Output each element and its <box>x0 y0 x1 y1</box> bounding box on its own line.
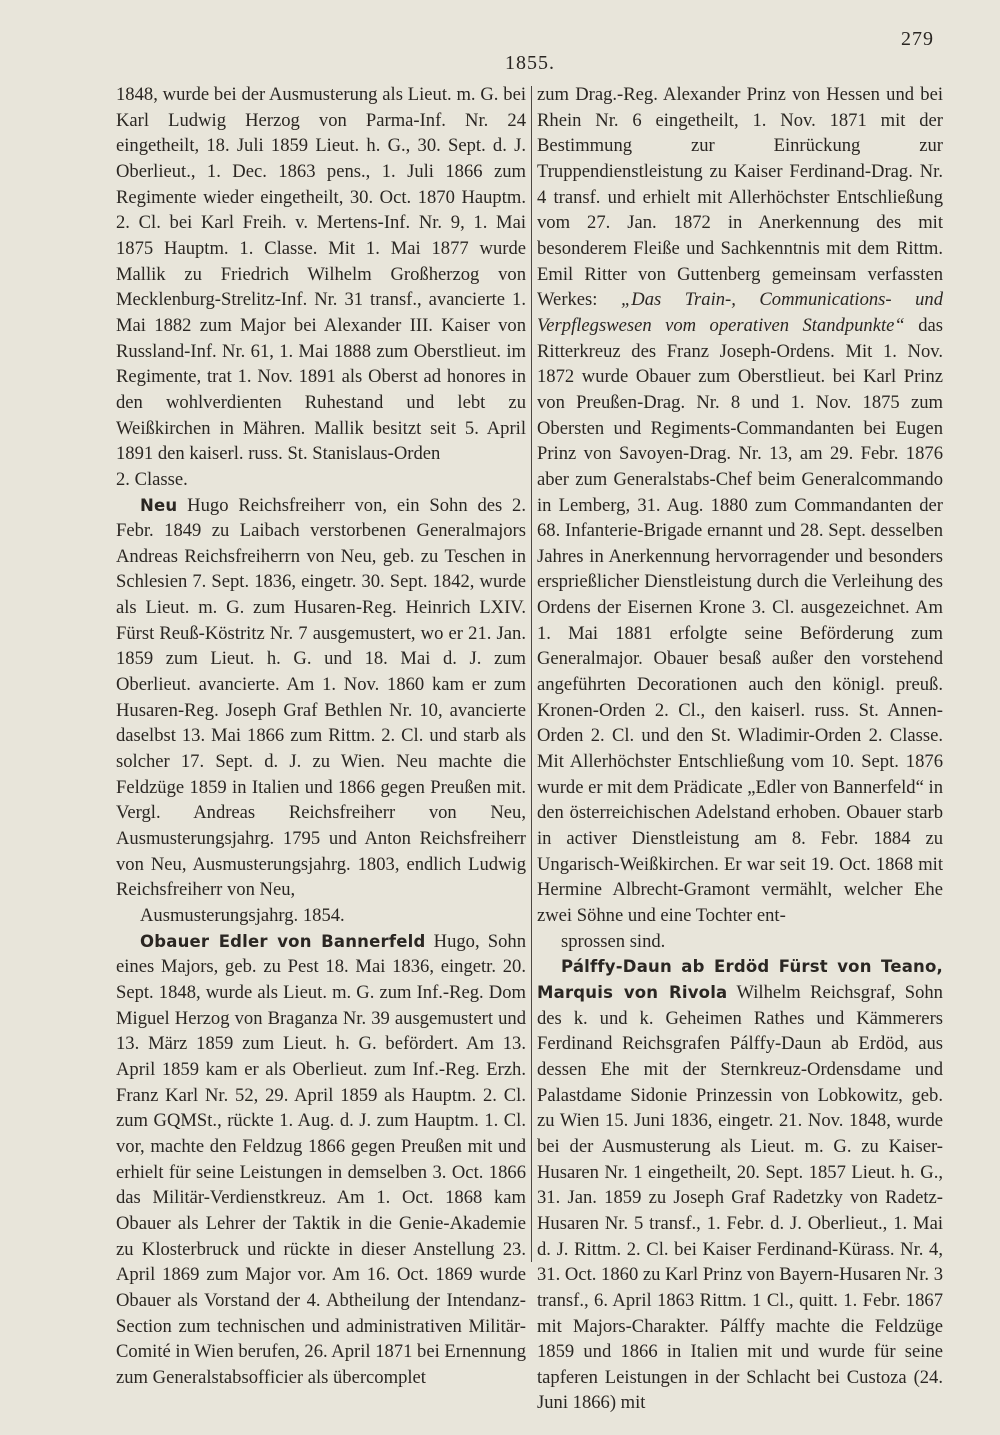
mallik-entry-continuation <box>116 82 526 493</box>
neu-entry-name: Neu <box>140 495 178 515</box>
obauer-entry <box>116 929 526 1391</box>
mallik-text: 1848, wurde bei der Ausmusterung als Lieut. m. G. bei Karl Ludwig Herzog von Parma-Inf. Nr. 24 eingetheilt, 18. Juli 1859 Lieut. h. G., 30. Sept. d. J. Oberlieut., 1. Dec. 1863 pens., 1. Juli 1866 zum Regimente wieder eingetheilt, 30. Oct. 1870 Hauptm. 2. Cl. bei Karl Freih. v. Mertens-Inf. Nr. 9, 1. Mai 1875 Hauptm. 1. Classe. Mit 1. Mai 1877 wurde Mallik zu Friedrich Wilhelm Großherzog von Mecklenburg-Strelitz-Inf. Nr. 31 transf., avancierte 1. Mai 1882 zum Major bei Alexander III. Kaiser von Russland-Inf. Nr. 61, 1. Mai 1888 zum Oberstlieut. im Regimente, trat 1. Nov. 1891 als Oberst ad honores in den wohlverdienten Ruhestand und lebt zu Weißkirchen in Mähren. Mallik besitzt seit 5. April 1891 den kaiserl. russ. St. Stanislaus-Orden <box>116 84 526 465</box>
obauer-work-title: „Das Train-, Communications- und Verpflegswesen vom operativen Standpunkte“ <box>537 289 943 336</box>
neu-entry-tail: Ausmusterungsjahrg. 1854. <box>140 905 345 926</box>
obauer-continuation-text-b: das Ritterkreuz des Franz Joseph-Ordens. Mit 1. Nov. 1872 wurde Obauer zum Oberstlieut. bei Karl Prinz von Preußen-Drag. Nr. 8 und 1. Nov. 1875 zum Obersten und Regiments-Commandanten bei Eugen Prinz von Savoyen-Drag. Nr. 13, am 29. Febr. 1876 aber zum Generalstabs-Chef beim Generalcommando in Lemberg, 31. Aug. 1880 zum Commandanten der 68. Infanterie-Brigade ernannt und 28. Sept. desselben Jahres in Anerkennung hervorragender und besonders ersprießlicher Dienstleistung durch die Verleihung des Ordens der Eisernen Krone 3. Cl. ausgezeichnet. Am 1. Mai 1881 erfolgte seine Beförderung zum Generalmajor. Obauer besaß außer den vorstehend angeführten Decorationen auch den königl. preuß. Kronen-Orden 2. Cl., den kaiserl. russ. St. Annen-Orden 2. Cl. und den St. Wladimir-Orden 2. Classe. Mit Allerhöchster Entschließung vom 10. Sept. 1876 wurde er mit dem Prädicate „Edler von Bannerfeld“ in den österreichischen Adelstand erhoben. Obauer starb in activer Dienstleistung am 8. Febr. 1884 zu Ungarisch-Weißkirchen. Er war seit 19. Oct. 1868 mit Hermine Albrecht-Gramont vermählt, welcher Ehe zwei Söhne und eine Tochter ent- <box>537 314 943 926</box>
obauer-continuation-tail: sprossen sind. <box>561 930 666 952</box>
palffy-entry-text: Wilhelm Reichsgraf, Sohn des k. und k. Geheimen Rathes und Kämmerers Ferdinand Reichsgrafen Pálffy-Daun ab Erdöd, aus dessen Ehe mit der Sternkreuz-Ordensdame und Palastdame Sidonie Prinzessin von Lobkowitz, geb. zu Wien 15. Juni 1836, eingetr. 21. Nov. 1848, wurde bei der Ausmusterung als Lieut. m. G. zu Kaiser-Husaren Nr. 1 eingetheilt, 20. Sept. 1857 Lieut. h. G., 31. Jan. 1859 zu Joseph Graf Radetzky von Radetz-Husaren Nr. 5 transf., 1. Febr. d. J. Oberlieut., 1. Mai d. J. Rittm. 2. Cl. bei Kaiser Ferdinand-Kürass. Nr. 4, 31. Oct. 1860 zu Karl Prinz von Bayern-Husaren Nr. 3 transf., 6. April 1863 Rittm. 1 Cl., quitt. 1. Febr. 1867 mit Majors-Charakter. Pálffy machte die Feldzüge 1859 und 1866 in Italien mit und wurde für seine tapferen Leistungen in der Schlacht bei Custoza (24. Juni 1866) mit <box>537 981 943 1414</box>
right-column <box>537 82 943 1416</box>
neu-entry-text: Hugo Reichsfreiherr von, ein Sohn des 2. Febr. 1849 zu Laibach verstorbenen Generalmajors Andreas Reichsfreiherrn von Neu, geb. zu Teschen in Schlesien 7. Sept. 1836, eingetr. 30. Sept. 1842, wurde als Lieut. m. G. zum Husaren-Reg. Heinrich LXIV. Fürst Reuß-Köstritz Nr. 7 ausgemustert, wo er 21. Jan. 1859 zum Lieut. h. G. und 18. Mai d. J. zum Oberlieut. avancierte. Am 1. Nov. 1860 kam er zum Husaren-Reg. Joseph Graf Bethlen Nr. 10, avancierte daselbst 13. Mai 1866 zum Rittm. 2. Cl. und starb als solcher 17. Sept. d. J. zu Wien. Neu machte die Feldzüge 1859 in Italien und 1866 gegen Preußen mit. Vergl. Andreas Reichsfreiherr von Neu, Ausmusterungsjahrg. 1795 und Anton Reichsfreiherr von Neu, Ausmusterungsjahrg. 1803, endlich Ludwig Reichsfreiherr von Neu, <box>116 494 526 901</box>
left-column <box>116 82 526 1390</box>
obauer-entry-name: Obauer Edler von Bannerfeld <box>140 931 426 951</box>
neu-entry <box>116 493 526 929</box>
palffy-entry-name: Pálffy-Daun ab Erdöd Fürst von Teano, Marquis von Rivola <box>537 957 943 1002</box>
obauer-entry-text: Hugo, Sohn eines Majors, geb. zu Pest 18. Mai 1836, eingetr. 20. Sept. 1848, wurde als Lieut. m. G. zum Inf.-Reg. Dom Miguel Herzog von Braganza Nr. 39 ausgemustert und 13. März 1859 zum Lieut. h. G. befördert. Am 13. April 1859 kam er als Oberlieut. zum Inf.-Reg. Erzh. Franz Karl Nr. 52, 29. April 1859 als Hauptm. 2. Cl. zum GQMSt., rückte 1. Aug. d. J. zum Hauptm. 1. Cl. vor, machte den Feldzug 1866 gegen Preußen mit und erhielt für seine Leistungen in demselben 3. Oct. 1866 das Militär-Verdienstkreuz. Am 1. Oct. 1868 kam Obauer als Lehrer der Taktik in die Genie-Akademie zu Klosterbruck und rückte in dieser Anstellung 23. April 1869 zum Major vor. Am 16. Oct. 1869 wurde Obauer als Vorstand der 4. Abtheilung der Intendanz-Section zum technischen und administrativen Militär-Comité in Wien berufen, 26. April 1871 bei Ernennung zum Generalstabsofficier als übercomplet <box>116 930 526 1388</box>
obauer-entry-continuation <box>537 82 943 954</box>
mallik-text-tail: 2. Classe. <box>116 468 188 490</box>
page-number: 279 <box>901 28 934 50</box>
column-divider <box>531 86 532 1262</box>
palffy-entry <box>537 954 943 1416</box>
obauer-continuation-text-a: zum Drag.-Reg. Alexander Prinz von Hessen und bei Rhein Nr. 6 eingetheilt, 1. Nov. 1871 mit der Bestimmung zur Einrückung zur Truppendienstleistung zu Kaiser Ferdinand-Drag. Nr. 4 transf. und erhielt mit Allerhöchster Entschließung vom 27. Jan. 1872 in Anerkennung des mit besonderem Fleiße und Sachkenntnis mit dem Rittm. Emil Ritter von Guttenberg gemeinsam verfassten Werkes: <box>537 84 943 311</box>
running-header-year: 1855. <box>505 52 555 74</box>
